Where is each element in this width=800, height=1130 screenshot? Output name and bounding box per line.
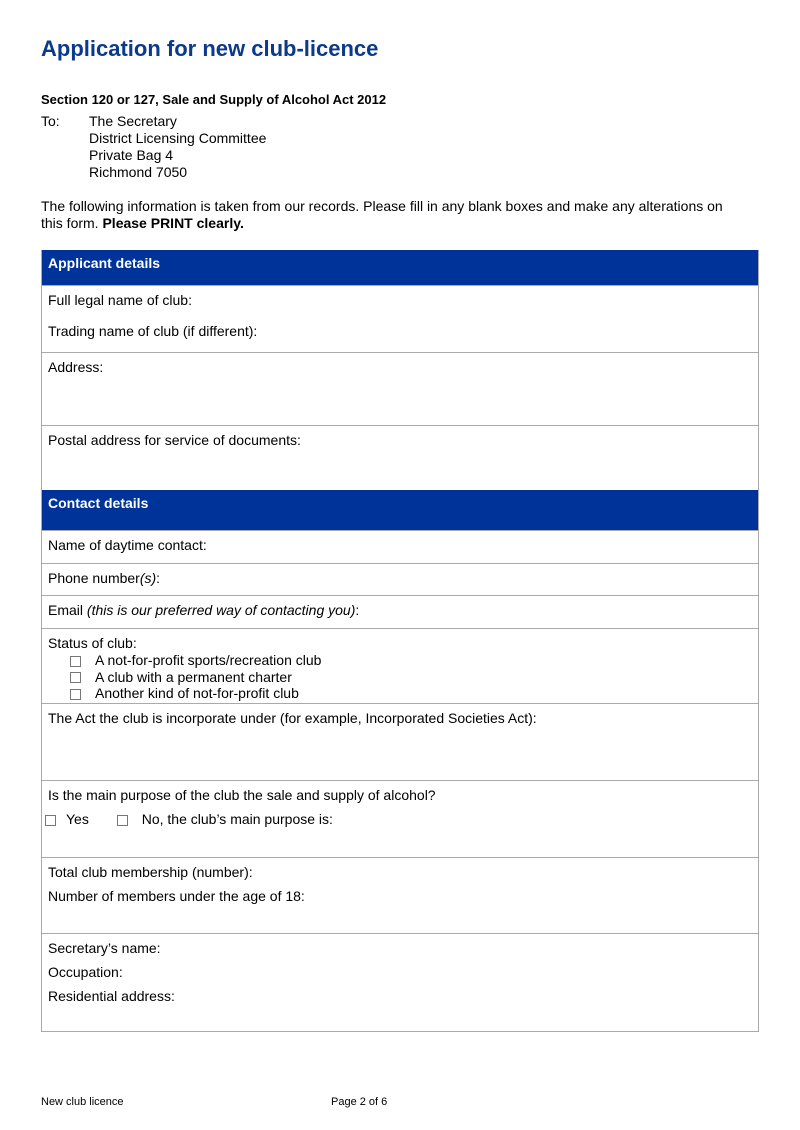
email-label	[48, 602, 752, 619]
phone-text: Phone number	[48, 570, 140, 586]
address-line: Private Bag 4	[89, 147, 174, 163]
phone-field[interactable]	[42, 563, 758, 595]
phone-colon: :	[156, 570, 161, 586]
footer-page-number: Page 2 of 6	[331, 1096, 388, 1108]
phone-italic: (s)	[139, 570, 157, 586]
secretary-label: Secretary’s name:	[48, 940, 161, 956]
address-line: Richmond 7050	[89, 164, 188, 180]
email-text: Email	[48, 602, 87, 618]
full-name-label: Full legal name of club:	[48, 292, 192, 308]
footer-doc-name: New club licence	[41, 1096, 124, 1108]
yes-checkbox[interactable]	[45, 815, 56, 826]
address-line: District Licensing Committee	[89, 130, 267, 146]
residential-label: Residential address:	[48, 988, 175, 1004]
membership-field[interactable]	[42, 857, 758, 933]
intro-text	[41, 198, 741, 232]
status-label: Status of club:	[48, 635, 137, 651]
postal-label: Postal address for service of documents:	[48, 432, 301, 448]
status-option[interactable]	[48, 685, 752, 702]
checkbox[interactable]	[70, 672, 81, 683]
act-label: The Act the club is incorporate under (for example, Incorporated Societies Act):	[48, 710, 537, 726]
intro-bold: Please PRINT clearly.	[102, 215, 244, 231]
purpose-label: Is the main purpose of the club the sale and supply of alcohol?	[48, 787, 436, 803]
address-label: Address:	[48, 359, 104, 375]
section-reference: Section 120 or 127, Sale and Supply of Alcohol Act 2012	[41, 92, 387, 107]
occupation-label: Occupation:	[48, 964, 123, 980]
address-field[interactable]	[42, 352, 758, 425]
email-colon: :	[355, 602, 360, 618]
main-purpose-field	[42, 780, 758, 857]
address-line: The Secretary	[89, 113, 177, 129]
membership-label: Total club membership (number):	[48, 864, 253, 880]
no-checkbox[interactable]	[117, 815, 128, 826]
application-form	[41, 250, 759, 1032]
phone-label	[48, 570, 752, 587]
option-label: A club with a permanent charter	[95, 668, 292, 685]
no-label: No, the club’s main purpose is:	[141, 811, 333, 827]
status-option[interactable]	[48, 652, 752, 669]
incorporation-act-field[interactable]	[42, 703, 758, 780]
status-field	[42, 628, 758, 703]
section-header-contact: Contact details	[42, 490, 758, 530]
page-title: Application for new club-licence	[41, 36, 379, 61]
section-header-applicant: Applicant details	[42, 250, 758, 285]
yes-label: Yes	[66, 811, 89, 827]
checkbox[interactable]	[70, 689, 81, 700]
daytime-contact-field[interactable]	[42, 530, 758, 563]
email-italic: (this is our preferred way of contacting you)	[86, 602, 356, 618]
checkbox[interactable]	[70, 656, 81, 667]
under18-label: Number of members under the age of 18:	[48, 888, 305, 904]
secretary-field[interactable]	[42, 933, 758, 1031]
daytime-label: Name of daytime contact:	[48, 537, 207, 553]
option-label: Another kind of not-for-profit club	[95, 685, 299, 701]
status-option[interactable]	[48, 669, 752, 686]
to-label: To:	[41, 113, 60, 129]
recipient-address	[89, 113, 266, 181]
trading-name-label: Trading name of club (if different):	[48, 323, 258, 339]
option-label: A not-for-profit sports/recreation club	[95, 652, 322, 668]
postal-address-field[interactable]	[42, 425, 758, 490]
email-field[interactable]	[42, 595, 758, 628]
purpose-options	[45, 811, 752, 827]
intro: The following information is taken from our records. Please fill in any blank boxes and make any alterations on this form.	[41, 198, 723, 231]
club-name-field[interactable]	[42, 285, 758, 352]
